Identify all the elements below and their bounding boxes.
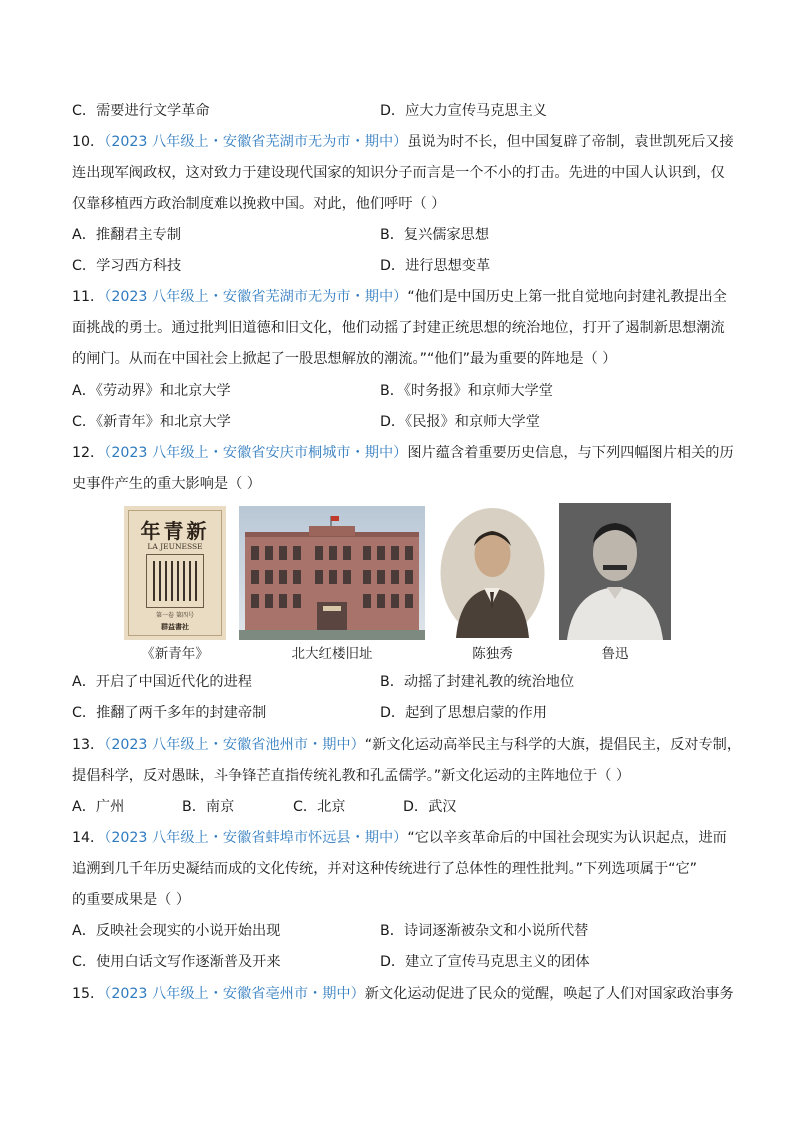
q14-option-b: B．诗词逐渐被杂文和小说所代替 <box>380 923 589 939</box>
question-text: 虽说为时不长，但中国复辟了帝制，袁世凯死后又接 <box>407 134 734 150</box>
q14-line1 <box>72 828 727 848</box>
q10-option-a: A．推翻君主专制 <box>72 227 182 243</box>
red-building-icon <box>239 506 425 640</box>
question-number: 13． <box>72 737 105 753</box>
chen-duxiu-portrait <box>438 506 547 640</box>
q12-option-b: B．动摇了封建礼教的统治地位 <box>380 674 575 690</box>
q11-line3: 的闸门。从而在中国社会上掀起了一股思想解放的潮流。”“他们”最为重要的阵地是（ ） <box>72 351 617 367</box>
portrait-icon <box>559 503 671 640</box>
question-text: “他们是中国历史上第一批自觉地向封建礼教提出全 <box>407 289 727 305</box>
q13-option-d: D．武汉 <box>403 799 457 815</box>
q12-option-a: A．开启了中国近代化的进程 <box>72 674 252 690</box>
question-number: 12． <box>72 445 105 461</box>
question-text: “它以辛亥革命后的中国社会现实为认识起点，进而 <box>407 830 727 846</box>
q12-option-d: D．起到了思想启蒙的作用 <box>380 705 547 721</box>
q14-line2: 追溯到几千年历史凝结而成的文化传统，并对这种传统进行了总体性的理性批判。”下列选项属于“它” <box>72 861 698 877</box>
question-number: 15． <box>72 986 105 1002</box>
question-text: 图片蕴含着重要历史信息，与下列四幅图片相关的历 <box>407 445 734 461</box>
question-text: 新文化运动促进了民众的觉醒，唤起了人们对国家政治事务 <box>364 986 734 1002</box>
q13-line1 <box>72 735 741 755</box>
question-number: 14． <box>72 830 105 846</box>
q13-option-c: C．北京 <box>293 799 346 815</box>
q13-option-a: A．广州 <box>72 799 125 815</box>
q9-option-d: D．应大力宣传马克思主义 <box>380 103 547 119</box>
q14-line3: 的重要成果是（ ） <box>72 892 191 908</box>
q11-option-c: C．《新青年》和北京大学 <box>72 414 231 430</box>
caption-lu-xun: 鲁迅 <box>601 646 629 662</box>
caption-chen-duxiu: 陈独秀 <box>472 646 513 662</box>
q12-line1 <box>72 443 734 463</box>
question-source: （2023 八年级上・安徽省蚌埠市怀远县・期中） <box>104 830 408 846</box>
q13-line2: 提倡科学，反对愚昧，斗争锋芒直指传统礼教和孔孟儒学。”新文化运动的主阵地位于（ ） <box>72 768 631 784</box>
question-source: （2023 八年级上・安徽省池州市・期中） <box>104 737 365 753</box>
q10-line1 <box>72 132 734 152</box>
q11-line1 <box>72 287 727 307</box>
q13-option-b: B．南京 <box>182 799 235 815</box>
cover-publisher: 群益書社 <box>161 623 189 631</box>
question-source: （2023 八年级上・安徽省安庆市桐城市・期中） <box>104 445 408 461</box>
red-building-photo <box>239 506 425 640</box>
q11-line2: 面挑战的勇士。通过批判旧道德和旧文化，他们动摇了封建正统思想的统治地位，打开了遏制新思想潮流 <box>72 320 725 336</box>
cover-subtitle: LA JEUNESSE <box>147 542 203 551</box>
lu-xun-portrait <box>559 503 671 640</box>
q11-option-a: A．《劳动界》和北京大学 <box>72 383 231 399</box>
q15-line1 <box>72 984 734 1004</box>
question-source: （2023 八年级上・安徽省芜湖市无为市・期中） <box>104 289 408 305</box>
q10-option-b: B．复兴儒家思想 <box>380 227 490 243</box>
portrait-icon <box>438 506 547 640</box>
q9-option-c: C．需要进行文学革命 <box>72 103 210 119</box>
new-youth-cover-image <box>124 506 226 640</box>
q10-option-c: C．学习西方科技 <box>72 258 182 274</box>
cover-portrait-frame <box>146 554 204 608</box>
caption-red-building: 北大红楼旧址 <box>291 646 373 662</box>
caption-new-youth: 《新青年》 <box>141 646 209 662</box>
cover-issue: 第一卷 第四号 <box>156 612 194 619</box>
q12-option-c: C．推翻了两千多年的封建帝制 <box>72 705 267 721</box>
cover-title: 年青新 <box>140 519 210 543</box>
q10-line3: 仅靠移植西方政治制度难以挽救中国。对此，他们呼吁（ ） <box>72 196 446 212</box>
q10-option-d: D．进行思想变革 <box>380 258 491 274</box>
q14-option-a: A．反映社会现实的小说开始出现 <box>72 923 281 939</box>
question-number: 11． <box>72 289 105 305</box>
question-text: “新文化运动高举民主与科学的大旗，提倡民主，反对专制， <box>364 737 742 753</box>
question-number: 10． <box>72 134 105 150</box>
question-source: （2023 八年级上・安徽省亳州市・期中） <box>104 986 365 1002</box>
q14-option-d: D．建立了宣传马克思主义的团体 <box>380 954 590 970</box>
q10-line2: 连出现军阀政权，这对致力于建设现代国家的知识分子而言是一个不小的打击。先进的中国人认识到，仅 <box>72 165 725 181</box>
q11-option-b: B．《时务报》和京师大学堂 <box>380 383 553 399</box>
q11-option-d: D．《民报》和京师大学堂 <box>380 414 540 430</box>
question-source: （2023 八年级上・安徽省芜湖市无为市・期中） <box>104 134 408 150</box>
q14-option-c: C．使用白话文写作逐渐普及开来 <box>72 954 281 970</box>
q12-line2: 史事件产生的重大影响是（ ） <box>72 476 261 492</box>
